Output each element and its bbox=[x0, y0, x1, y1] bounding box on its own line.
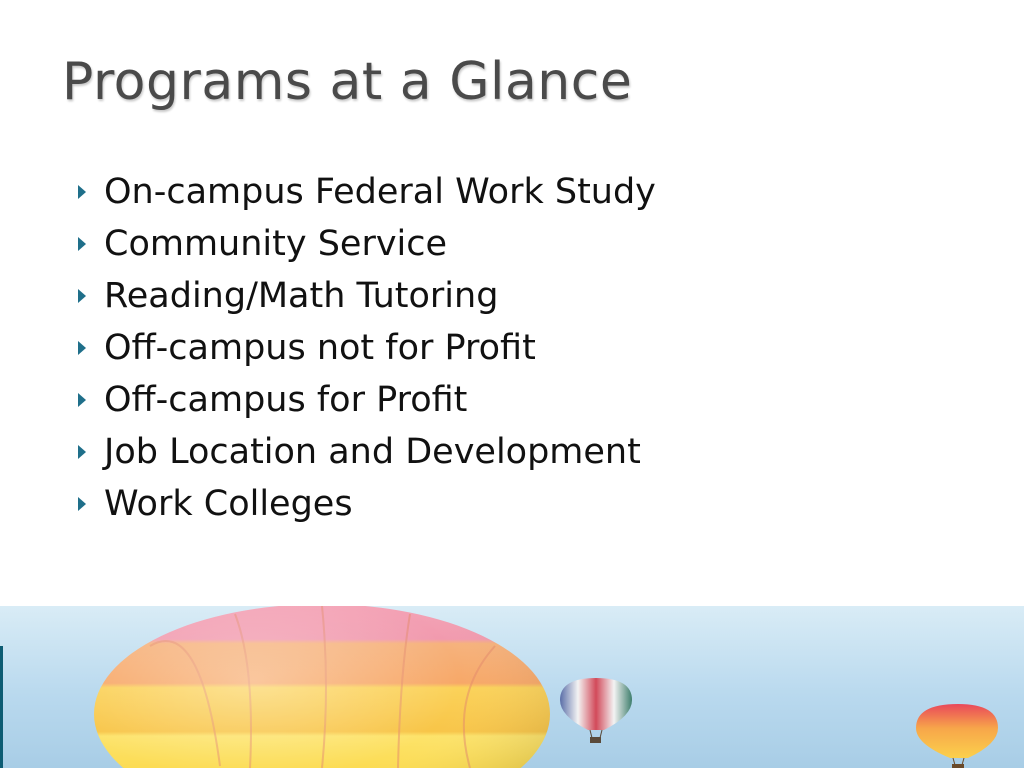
list-item bbox=[76, 322, 656, 374]
bullet-arrow-icon bbox=[78, 497, 86, 511]
bullet-arrow-icon bbox=[78, 393, 86, 407]
list-item-label: On-campus Federal Work Study bbox=[104, 172, 656, 212]
list-item-label: Off-campus not for Profit bbox=[104, 328, 536, 368]
slide-title: Programs at a Glance bbox=[62, 52, 633, 112]
list-item bbox=[76, 374, 656, 426]
bullet-arrow-icon bbox=[78, 341, 86, 355]
list-item-label: Job Location and Development bbox=[104, 432, 641, 472]
list-item bbox=[76, 478, 656, 530]
large-balloon bbox=[94, 606, 550, 768]
list-item bbox=[76, 270, 656, 322]
bullet-arrow-icon bbox=[78, 237, 86, 251]
list-item bbox=[76, 426, 656, 478]
bullet-arrow-icon bbox=[78, 289, 86, 303]
bullet-arrow-icon bbox=[78, 185, 86, 199]
small-balloon bbox=[560, 678, 632, 743]
bullet-arrow-icon bbox=[78, 445, 86, 459]
list-item-label: Community Service bbox=[104, 224, 448, 264]
list-item bbox=[76, 218, 656, 270]
list-item-label: Reading/Math Tutoring bbox=[104, 276, 499, 316]
list-item-label: Off-campus for Profit bbox=[104, 380, 468, 420]
hot-air-balloons-photo bbox=[0, 606, 1024, 768]
bullet-list bbox=[76, 166, 656, 530]
balloons-illustration bbox=[0, 606, 1024, 768]
small-balloon bbox=[916, 704, 998, 768]
list-item bbox=[76, 166, 656, 218]
list-item-label: Work Colleges bbox=[104, 484, 353, 524]
